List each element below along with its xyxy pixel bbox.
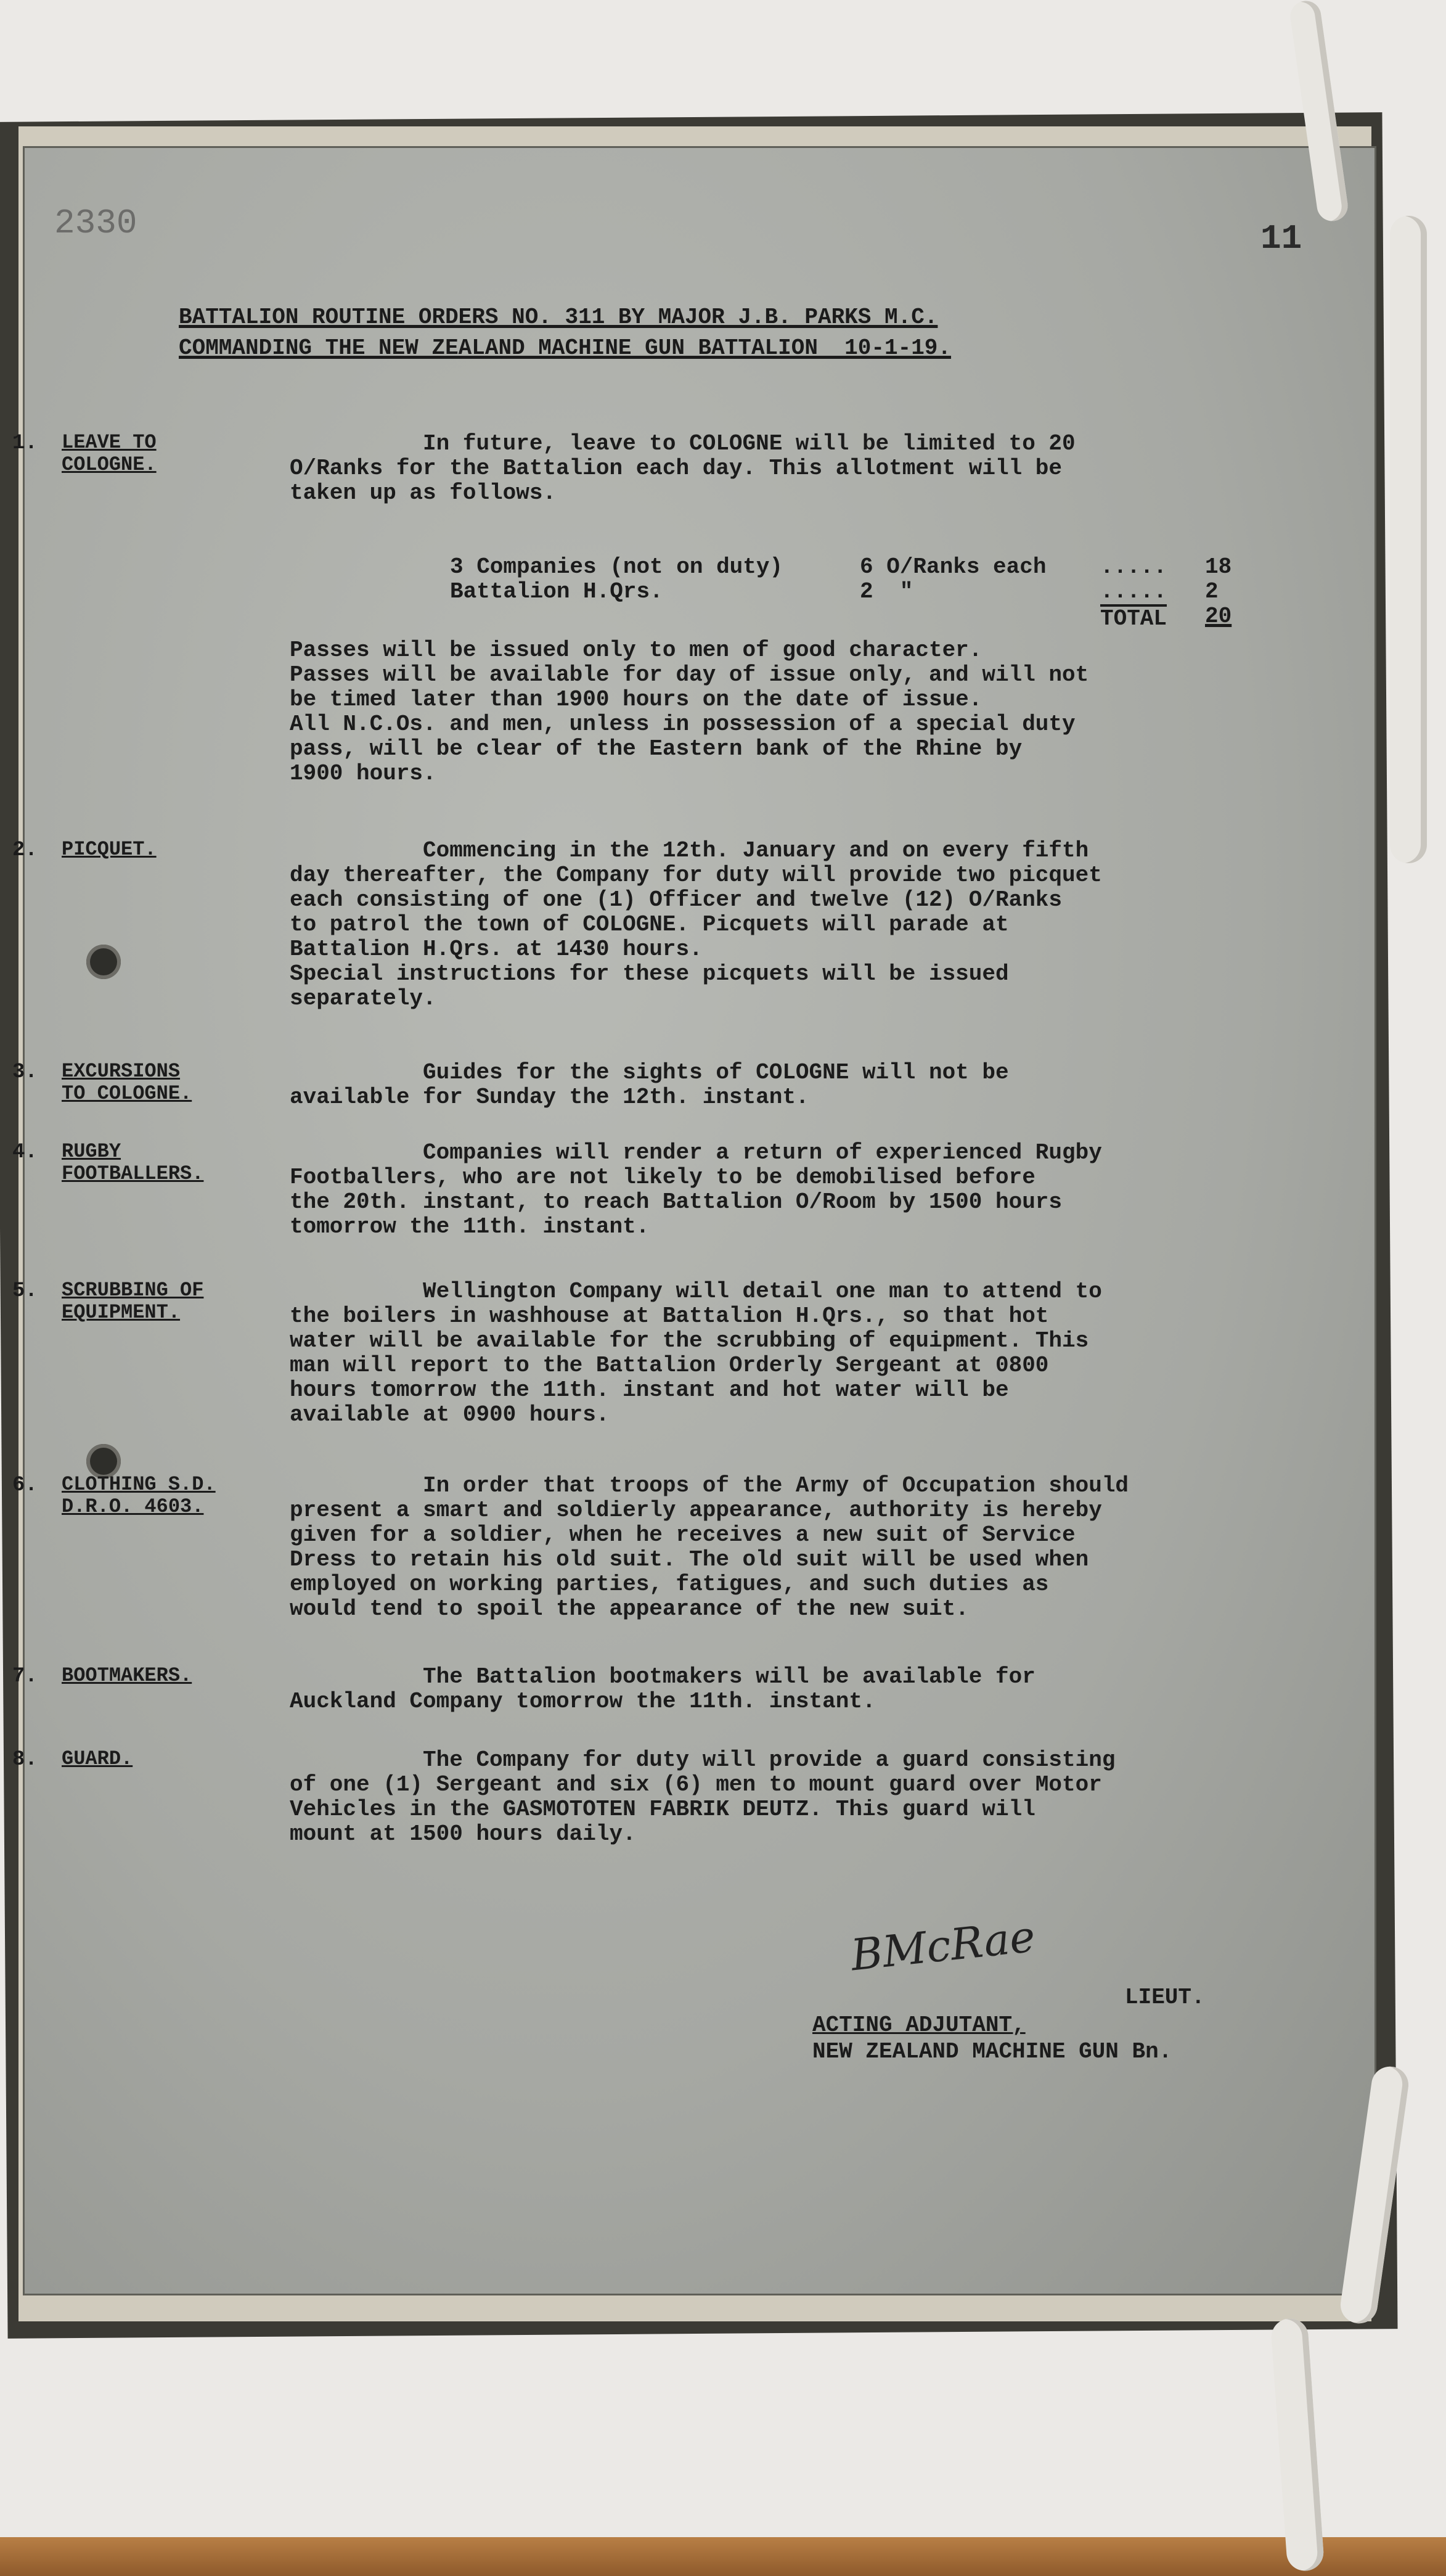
- order-text-line: man will report to the Battalion Orderly Sergeant at 0800: [290, 1353, 1049, 1378]
- order-text-line: Passes will be issued only to men of good character.: [290, 638, 982, 663]
- order-text-line: be timed later than 1900 hours on the date of issue.: [290, 687, 982, 712]
- order-text-line: would tend to spoil the appearance of the new suit.: [290, 1596, 969, 1622]
- total-value: 20: [1205, 604, 1232, 629]
- order-number: 3.: [12, 1060, 38, 1084]
- order-text-line: Footballers, who are not likely to be demobilised before: [290, 1165, 1035, 1190]
- order-text-line: taken up as follows.: [290, 480, 557, 506]
- order-text-line: All N.C.Os. and men, unless in possession of a special duty: [290, 712, 1076, 737]
- order-text-line: Wellington Company will detail one man to attend to: [290, 1279, 1102, 1304]
- order-text-line: Special instructions for these picquets will be issued: [290, 961, 1009, 987]
- order-text-line: Guides for the sights of COLOGNE will not be: [290, 1060, 1009, 1085]
- order-label: FOOTBALLERS.: [62, 1162, 204, 1185]
- order-text-line: In order that troops of the Army of Occupation should: [290, 1473, 1129, 1498]
- order-text-line: given for a soldier, when he receives a new suit of Service: [290, 1522, 1076, 1548]
- order-label: EXCURSIONS: [62, 1060, 181, 1083]
- order-label: CLOTHING S.D.: [62, 1473, 216, 1496]
- order-text-line: available for Sunday the 12th. instant.: [290, 1085, 809, 1110]
- order-text-line: Auckland Company tomorrow the 11th. instant.: [290, 1689, 876, 1714]
- order-label: LEAVE TO: [62, 431, 157, 454]
- order-text-line: The Company for duty will provide a guard consisting: [290, 1747, 1116, 1773]
- leader-dots: .....: [1100, 554, 1167, 580]
- leader-dots: .....: [1100, 579, 1167, 604]
- order-text-line: Commencing in the 12th. January and on every fifth: [290, 838, 1089, 863]
- order-text-line: O/Ranks for the Battalion each day. This allotment will be: [290, 456, 1063, 481]
- order-text-line: water will be available for the scrubbing of equipment. This: [290, 1328, 1089, 1353]
- order-text-line: day thereafter, the Company for duty will provide two picquet: [290, 863, 1102, 888]
- allotment-ranks: 2 ": [860, 579, 913, 604]
- order-label: COLOGNE.: [62, 453, 157, 476]
- page-number: 11: [1260, 219, 1302, 258]
- order-number: 4.: [12, 1141, 38, 1164]
- order-text-line: Passes will be available for day of issue only, and will not: [290, 662, 1089, 687]
- signature: BMcRae: [848, 1911, 1038, 1981]
- order-number: 1.: [12, 432, 38, 455]
- order-text-line: each consisting of one (1) Officer and twelve (12) O/Ranks: [290, 887, 1063, 913]
- order-number: 8.: [12, 1748, 38, 1771]
- order-label: TO COLOGNE.: [62, 1082, 192, 1105]
- order-text-line: Vehicles in the GASMOTOTEN FABRIK DEUTZ. This guard will: [290, 1797, 1035, 1822]
- order-text-line: to patrol the town of COLOGNE. Picquets will parade at: [290, 912, 1009, 937]
- order-text-line: of one (1) Sergeant and six (6) men to mount guard over Motor: [290, 1772, 1102, 1797]
- order-number: 2.: [12, 839, 38, 862]
- order-number: 5.: [12, 1279, 38, 1303]
- signature-title: ACTING ADJUTANT,: [812, 2012, 1026, 2038]
- order-label: PICQUET.: [62, 838, 157, 861]
- total-label: TOTAL: [1100, 604, 1167, 631]
- allotment-unit: Battalion H.Qrs.: [450, 579, 663, 604]
- order-text-line: the 20th. instant, to reach Battalion O/Room by 1500 hours: [290, 1189, 1063, 1215]
- order-text-line: present a smart and soldierly appearance, authority is hereby: [290, 1498, 1102, 1523]
- order-text-line: available at 0900 hours.: [290, 1402, 610, 1427]
- order-label: GUARD.: [62, 1747, 133, 1770]
- order-label: BOOTMAKERS.: [62, 1664, 192, 1687]
- order-text-line: In future, leave to COLOGNE will be limited to 20: [290, 431, 1076, 456]
- order-label: D.R.O. 4603.: [62, 1495, 204, 1518]
- order-text-line: Dress to retain his old suit. The old suit will be used when: [290, 1547, 1089, 1572]
- signature-unit: NEW ZEALAND MACHINE GUN Bn.: [812, 2039, 1172, 2064]
- allotment-ranks: 6 O/Ranks each: [860, 554, 1047, 580]
- allotment-unit: 3 Companies (not on duty): [450, 554, 783, 580]
- order-text-line: tomorrow the 11th. instant.: [290, 1214, 650, 1239]
- order-number: 7.: [12, 1665, 38, 1688]
- signature-rank: LIEUT.: [1125, 1985, 1205, 2010]
- order-label: RUGBY: [62, 1140, 121, 1163]
- order-text-line: the boilers in washhouse at Battalion H.Qrs., so that hot: [290, 1303, 1049, 1329]
- stamp-number: 2330: [54, 203, 137, 243]
- allotment-total: 2: [1205, 579, 1219, 604]
- order-text-line: separately.: [290, 986, 436, 1011]
- order-text-line: Battalion H.Qrs. at 1430 hours.: [290, 937, 703, 962]
- order-text-line: Companies will render a return of experienced Rugby: [290, 1140, 1102, 1165]
- heading-line-1: BATTALION ROUTINE ORDERS NO. 311 BY MAJOR J.B. PARKS M.C.: [179, 305, 938, 330]
- order-text-line: 1900 hours.: [290, 761, 436, 786]
- order-label: EQUIPMENT.: [62, 1301, 181, 1324]
- order-text-line: The Battalion bootmakers will be available for: [290, 1664, 1035, 1689]
- order-text-line: mount at 1500 hours daily.: [290, 1821, 636, 1847]
- order-text-line: pass, will be clear of the Eastern bank of the Rhine by: [290, 736, 1023, 761]
- order-text-line: hours tomorrow the 11th. instant and hot water will be: [290, 1377, 1009, 1403]
- allotment-total: 18: [1205, 554, 1232, 580]
- order-text-line: employed on working parties, fatigues, and such duties as: [290, 1572, 1049, 1597]
- order-label: SCRUBBING OF: [62, 1279, 204, 1302]
- order-number: 6.: [12, 1474, 38, 1497]
- heading-line-2: COMMANDING THE NEW ZEALAND MACHINE GUN BATTALION 10-1-19.: [179, 335, 952, 361]
